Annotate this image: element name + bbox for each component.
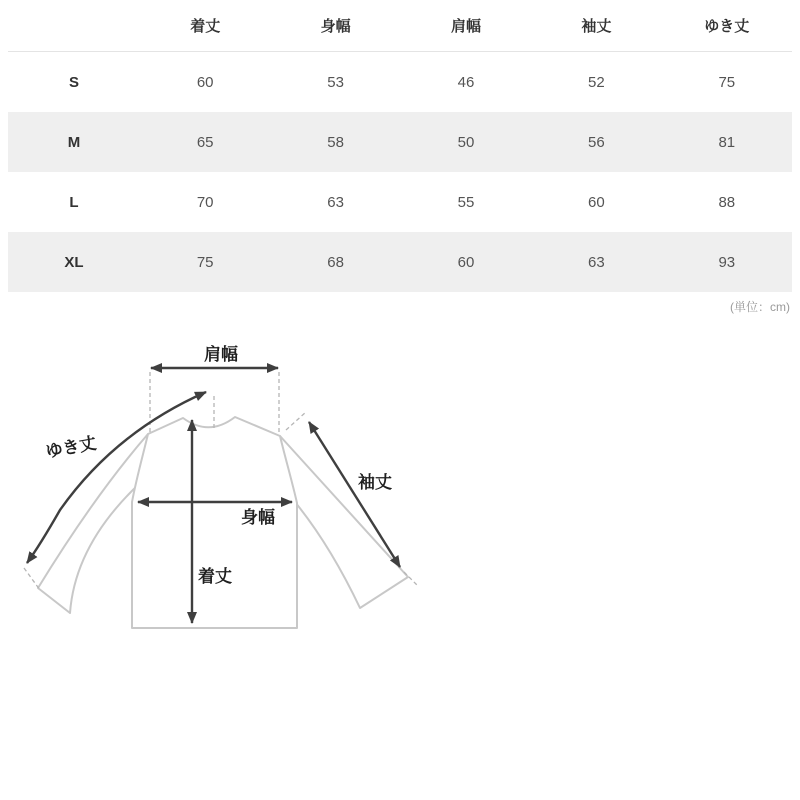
sleeve-top-extension xyxy=(286,412,306,430)
value-cell: 93 xyxy=(718,253,736,271)
value-cell: 50 xyxy=(457,133,475,151)
size-table xyxy=(8,0,792,292)
size-cell: S xyxy=(68,73,79,91)
body-width-label: 身幅 xyxy=(241,508,275,527)
value-cell: 56 xyxy=(588,133,605,151)
table-row-l xyxy=(8,172,792,232)
value-cell: 88 xyxy=(718,193,736,211)
column-header-yuki-length: ゆき丈 xyxy=(704,18,750,35)
right-sleeve xyxy=(280,436,408,608)
shoulder-width-label: 肩幅 xyxy=(204,345,238,364)
sleeve-length-label: 袖丈 xyxy=(358,473,392,492)
value-cell: 63 xyxy=(327,193,344,211)
measurement-diagram xyxy=(0,330,800,650)
value-cell: 70 xyxy=(196,193,214,211)
column-header-body-width: 身幅 xyxy=(320,18,351,35)
value-cell: 60 xyxy=(457,253,475,271)
value-cell: 55 xyxy=(457,193,475,211)
size-cell: L xyxy=(69,193,79,211)
value-cell: 65 xyxy=(196,133,214,151)
shirt-measurement-svg xyxy=(0,330,440,650)
size-cell: M xyxy=(67,133,81,151)
value-cell: 46 xyxy=(457,73,475,91)
table-row-m xyxy=(8,112,792,172)
value-cell: 52 xyxy=(588,73,605,91)
value-cell: 81 xyxy=(718,133,736,151)
table-row-s xyxy=(8,52,792,112)
value-cell: 53 xyxy=(327,73,344,91)
table-row-xl xyxy=(8,232,792,292)
yuki-length-label: ゆき丈 xyxy=(44,433,98,462)
column-header-body-length: 着丈 xyxy=(190,18,221,35)
value-cell: 60 xyxy=(588,193,605,211)
size-cell: XL xyxy=(64,253,84,271)
column-header-shoulder-width: 肩幅 xyxy=(450,18,481,35)
value-cell: 75 xyxy=(196,253,214,271)
value-cell: 75 xyxy=(718,73,736,91)
value-cell: 60 xyxy=(196,73,214,91)
column-header-sleeve-length: 袖丈 xyxy=(581,18,612,35)
body-length-label: 着丈 xyxy=(198,567,232,586)
value-cell: 63 xyxy=(588,253,605,271)
size-table-header-row xyxy=(8,0,792,52)
value-cell: 68 xyxy=(327,253,344,271)
value-cell: 58 xyxy=(327,133,344,151)
yuki-cuff-extension xyxy=(24,568,40,590)
unit-note: (単位：cm) xyxy=(730,300,790,314)
